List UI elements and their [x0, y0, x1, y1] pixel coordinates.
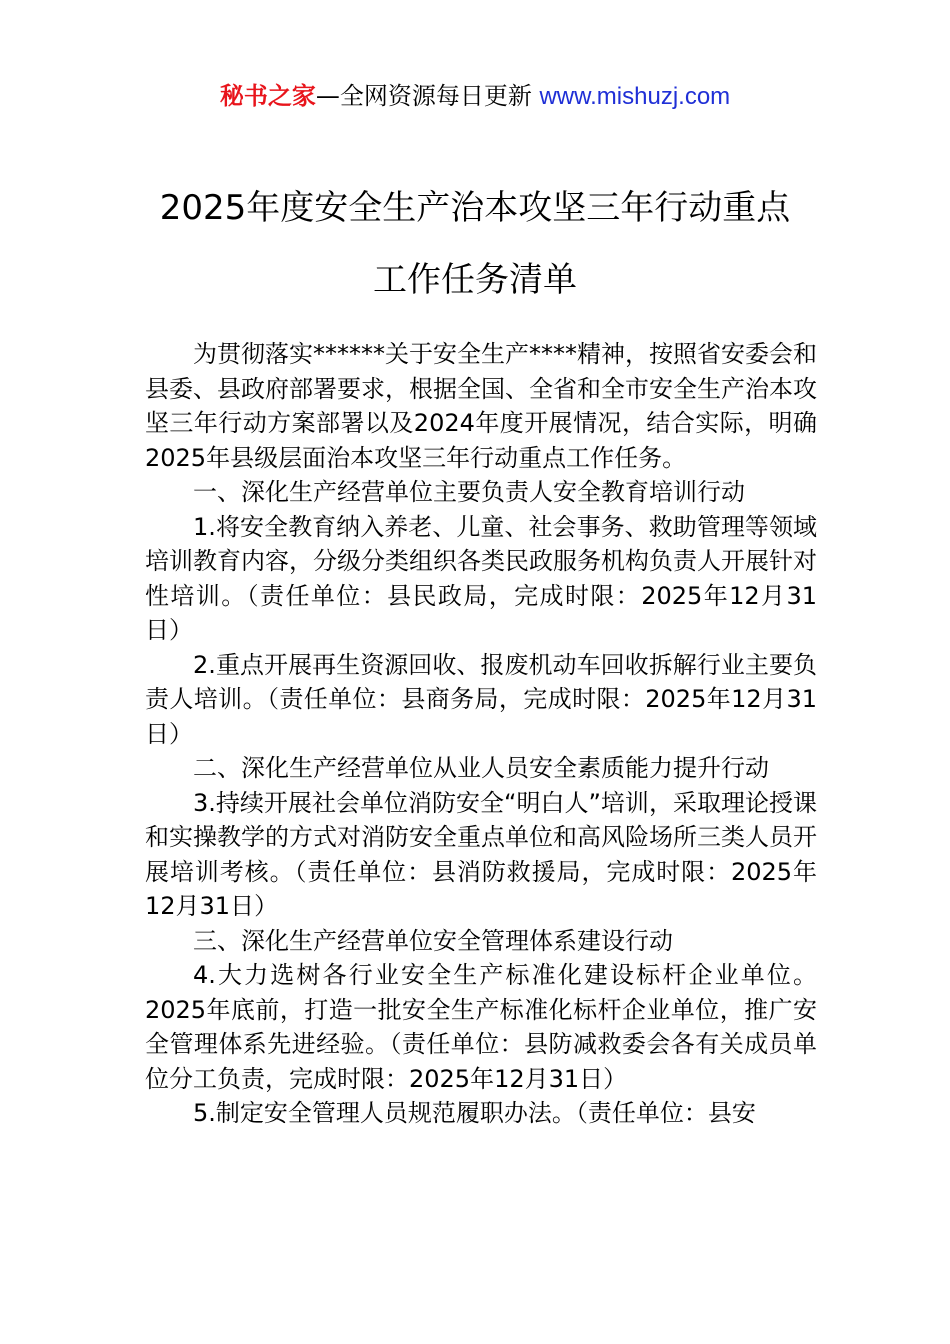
site-tagline: —全网资源每日更新	[315, 82, 532, 110]
task-item-4: 4.大力选树各行业安全生产标准化建设标杆企业单位。2025年底前，打造一批安全生产标准化标杆企业单位，推广安全管理体系先进经验。（责任单位：县防减救委会各有关成员单位分工负责，完成时限：2025年12月31日）	[145, 961, 817, 1093]
site-header	[0, 80, 950, 113]
document-title	[0, 172, 950, 316]
title-line-1: 2025年度安全生产治本攻坚三年行动重点	[159, 188, 791, 228]
task-item-1: 1.将安全教育纳入养老、儿童、社会事务、救助管理等领域培训教育内容，分级分类组织各类民政服务机构负责人开展针对性培训。（责任单位：县民政局，完成时限：2025年12月31日）	[145, 512, 817, 644]
intro-paragraph: 为贯彻落实******关于安全生产****精神，按照省安委会和县委、县政府部署要求，根据全国、全省和全市安全生产治本攻坚三年行动方案部署以及2024年度开展情况，结合实际，明确2025年县级层面治本攻坚三年行动重点工作任务。	[145, 340, 817, 472]
site-url-link[interactable]: www.mishuzj.com	[539, 83, 731, 110]
task-item-2: 2.重点开展再生资源回收、报废机动车回收拆解行业主要负责人培训。（责任单位：县商务局，完成时限：2025年12月31日）	[145, 650, 817, 748]
section-heading-3: 三、深化生产经营单位安全管理体系建设行动	[193, 926, 673, 955]
title-line-2: 工作任务清单	[373, 260, 577, 300]
task-item-3: 3.持续开展社会单位消防安全“明白人”培训，采取理论授课和实操教学的方式对消防安全重点单位和高风险场所三类人员开展培训考核。（责任单位：县消防救援局，完成时限：2025年12月31日）	[145, 788, 817, 920]
document-body	[145, 337, 817, 1131]
section-heading-1: 一、深化生产经营单位主要负责人安全教育培训行动	[193, 478, 745, 506]
site-brand: 秘书之家	[219, 82, 316, 110]
section-heading-2: 二、深化生产经营单位从业人员安全素质能力提升行动	[193, 754, 769, 782]
task-item-5: 5.制定安全管理人员规范履职办法。（责任单位：县安	[193, 1099, 756, 1127]
